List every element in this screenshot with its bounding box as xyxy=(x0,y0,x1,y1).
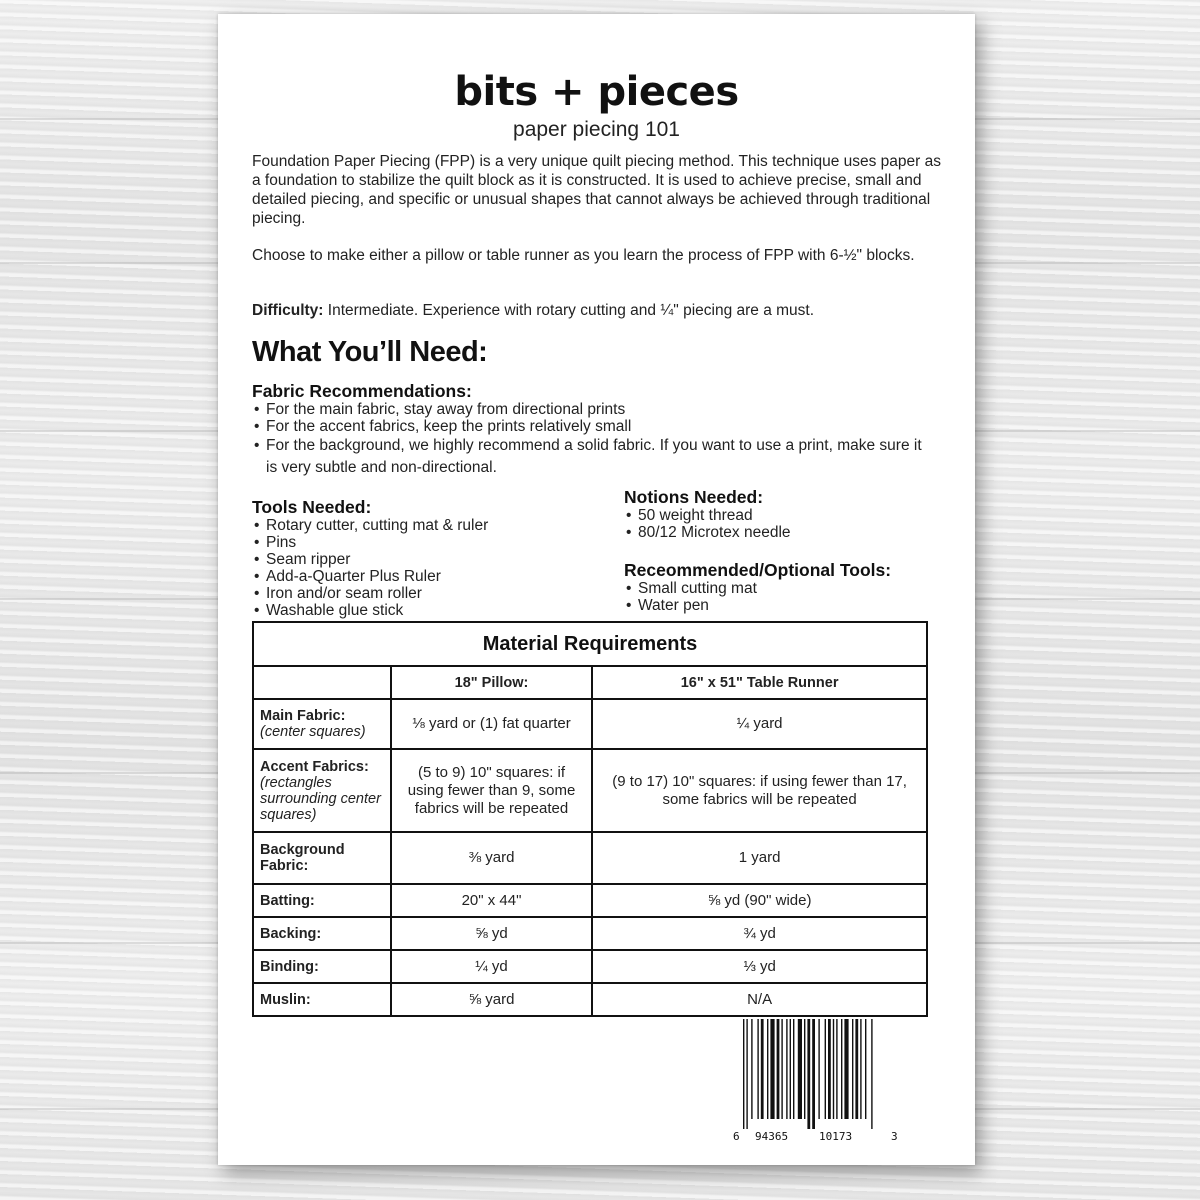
row-label-note: (rectangles surrounding center squares) xyxy=(260,774,381,823)
barcode-digit-right: 3 xyxy=(891,1130,898,1143)
pillow-cell: (5 to 9) 10" squares: if using fewer than 9, some fabrics will be repeated xyxy=(391,749,592,832)
barcode-bar xyxy=(807,1019,810,1129)
row-label xyxy=(253,699,391,749)
list-item: • Seam ripper xyxy=(252,551,592,568)
runner-cell: (9 to 17) 10" squares: if using fewer than 17, some fabrics will be repeated xyxy=(592,749,927,832)
page-subtitle: paper piecing 101 xyxy=(513,118,680,141)
barcode-digits-group-1: 94365 xyxy=(755,1130,789,1143)
pillow-cell: ⅝ yard xyxy=(391,983,592,1016)
runner-cell: 1 yard xyxy=(592,832,927,884)
barcode-bar xyxy=(871,1019,872,1129)
difficulty-line xyxy=(252,301,942,320)
table-row xyxy=(253,884,927,917)
barcode-bar xyxy=(855,1019,858,1119)
list-item: • Small cutting mat xyxy=(624,580,954,597)
upc-barcode xyxy=(733,1019,898,1144)
intro-paragraph-2: Choose to make either a pillow or table runner as you learn the process of FPP with 6-½" blocks. xyxy=(252,247,915,264)
column-header-table-runner: 16" x 51" Table Runner xyxy=(592,666,927,699)
barcode-bar xyxy=(767,1019,768,1119)
optional-tools xyxy=(624,561,954,614)
list-item: • Add-a-Quarter Plus Ruler xyxy=(252,568,592,585)
tools-needed xyxy=(252,498,592,619)
barcode-bar xyxy=(751,1019,752,1119)
row-label xyxy=(253,749,391,832)
list-item: • Iron and/or seam roller xyxy=(252,585,592,602)
barcode-bar xyxy=(770,1019,774,1119)
pillow-cell: ⅛ yard or (1) fat quarter xyxy=(391,699,592,749)
barcode-bar xyxy=(825,1019,826,1119)
barcode-bar xyxy=(786,1019,787,1119)
table-row xyxy=(253,917,927,950)
barcode-bar xyxy=(841,1019,842,1119)
runner-cell: ⅝ yd (90" wide) xyxy=(592,884,927,917)
list-item: • 80/12 Microtex needle xyxy=(624,524,954,541)
page-title: bits + pieces xyxy=(454,69,739,115)
optional-tools-heading: Receommended/Optional Tools: xyxy=(624,560,892,580)
barcode-bar xyxy=(818,1019,819,1119)
barcode-bar xyxy=(860,1019,861,1119)
barcode-bar xyxy=(844,1019,848,1119)
row-label: Batting: xyxy=(253,884,391,917)
barcode-digit-left: 6 xyxy=(733,1130,740,1143)
barcode-bars xyxy=(733,1019,898,1129)
column-header-empty xyxy=(253,666,391,699)
barcode-bar xyxy=(790,1019,791,1119)
pillow-cell: ¼ yd xyxy=(391,950,592,983)
barcode-bar xyxy=(746,1019,747,1129)
barcode-bar xyxy=(852,1019,853,1119)
pillow-cell: ⅜ yard xyxy=(391,832,592,884)
column-header-pillow: 18" Pillow: xyxy=(391,666,592,699)
fabric-list xyxy=(252,401,932,479)
difficulty-label: Difficulty: xyxy=(252,302,324,319)
intro-paragraph: Foundation Paper Piecing (FPP) is a very unique quilt piecing method. This technique uses paper as a foundation to stabilize the quilt block as it is constructed. It is used to achieve precise, small and detailed piecing, and specific or unusual shapes that cannot always be achieved through traditional piecing. xyxy=(252,153,942,227)
barcode-digits-group-2: 10173 xyxy=(819,1130,853,1143)
fabric-recommendations-heading: Fabric Recommendations: xyxy=(252,381,472,401)
fabric-recommendations xyxy=(252,382,932,479)
list-item: • For the background, we highly recommend a solid fabric. If you want to use a print, make sure it is very subtle and non-directional. xyxy=(252,435,932,479)
optional-tools-list xyxy=(624,580,954,614)
pattern-back-page xyxy=(218,14,975,1165)
tools-list xyxy=(252,517,592,619)
table-row xyxy=(253,950,927,983)
barcode-bar xyxy=(828,1019,831,1119)
barcode-bar xyxy=(833,1019,834,1119)
barcode-bar xyxy=(781,1019,782,1119)
row-label-text: Main Fabric: xyxy=(260,708,346,724)
row-label-note: (center squares) xyxy=(260,724,366,740)
barcode-bar xyxy=(804,1019,805,1119)
row-label: Binding: xyxy=(253,950,391,983)
list-item: • Rotary cutter, cutting mat & ruler xyxy=(252,517,592,534)
list-item: • For the accent fabrics, keep the prints relatively small xyxy=(252,418,932,435)
barcode-bar xyxy=(836,1019,837,1119)
table-row xyxy=(253,749,927,832)
row-label: Muslin: xyxy=(253,983,391,1016)
row-label-text: Accent Fabrics: xyxy=(260,758,369,775)
table-row xyxy=(253,832,927,884)
what-you-need-heading: What You’ll Need: xyxy=(252,336,488,368)
runner-cell: ⅓ yd xyxy=(592,950,927,983)
table-row xyxy=(253,699,927,749)
runner-cell: ¾ yd xyxy=(592,917,927,950)
tools-needed-heading: Tools Needed: xyxy=(252,497,372,517)
barcode-bar xyxy=(743,1019,744,1129)
runner-cell: N/A xyxy=(592,983,927,1016)
barcode-bar xyxy=(757,1019,758,1119)
list-item: • Water pen xyxy=(624,597,954,614)
list-item: • 50 weight thread xyxy=(624,507,954,524)
barcode-bar xyxy=(793,1019,794,1119)
list-item: • For the main fabric, stay away from directional prints xyxy=(252,401,932,418)
pillow-cell: ⅝ yd xyxy=(391,917,592,950)
barcode-bar xyxy=(798,1019,802,1119)
runner-cell: ¼ yard xyxy=(592,699,927,749)
barcode-bar xyxy=(761,1019,764,1119)
row-label: Background Fabric: xyxy=(253,832,391,884)
barcode-bar xyxy=(812,1019,815,1129)
notions-list xyxy=(624,507,954,541)
pillow-cell: 20" x 44" xyxy=(391,884,592,917)
notions-needed-heading: Notions Needed: xyxy=(624,487,764,507)
barcode-bar xyxy=(865,1019,866,1119)
row-label: Backing: xyxy=(253,917,391,950)
table-title: Material Requirements xyxy=(253,622,927,666)
material-requirements-table xyxy=(252,621,928,1017)
barcode-bar xyxy=(777,1019,780,1119)
list-item: • Pins xyxy=(252,534,592,551)
table-row xyxy=(253,983,927,1016)
difficulty-text: Intermediate. Experience with rotary cutting and ¼" piecing are a must. xyxy=(323,302,815,319)
list-item: • Washable glue stick xyxy=(252,602,592,619)
notions-needed xyxy=(624,488,954,541)
